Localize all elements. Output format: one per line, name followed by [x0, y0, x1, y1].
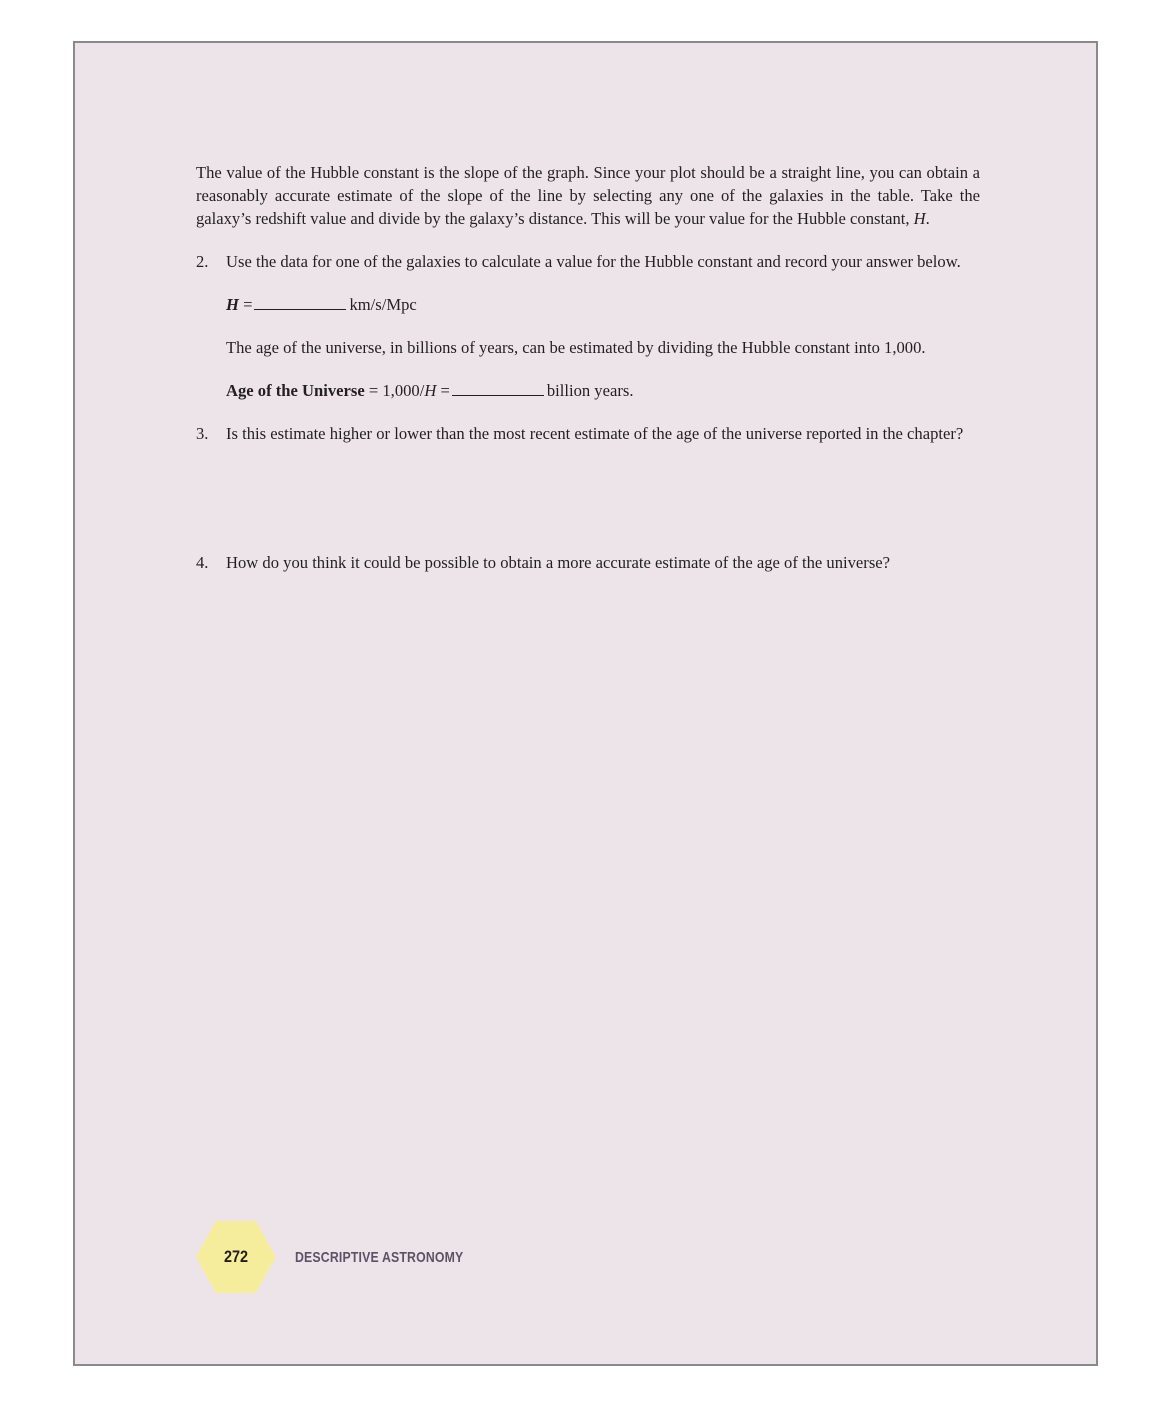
question-number: 3. [196, 424, 209, 443]
question-3 [196, 422, 980, 445]
book-title: DESCRIPTIVE ASTRONOMY [295, 1248, 464, 1266]
page-footer [196, 1221, 500, 1293]
question-number: 4. [196, 553, 209, 572]
age-answer-line: Age of the Universe = 1,000/H = billion years. [226, 381, 634, 400]
age-answer-blank[interactable] [452, 380, 544, 396]
intro-paragraph: The value of the Hubble constant is the slope of the graph. Since your plot should be a straight line, you can obtain a reasonably accurate estimate of the slope of the line by selecting any one of the galaxies in the table. Take the galaxy’s redshift value and divide by the galaxy’s distance. This will be your value for the Hubble constant, H. [196, 163, 980, 228]
question-2 [196, 250, 980, 402]
question-4 [196, 551, 980, 574]
page [73, 41, 1098, 1366]
question-number: 2. [196, 252, 209, 271]
question-text: How do you think it could be possible to obtain a more accurate estimate of the age of the universe? [226, 553, 891, 572]
question-text: Is this estimate higher or lower than the most recent estimate of the age of the universe reported in the chapter? [226, 424, 964, 443]
hubble-answer-blank[interactable] [254, 294, 346, 310]
hubble-var: H [913, 209, 926, 228]
question-text: Use the data for one of the galaxies to calculate a value for the Hubble constant and record your answer below. [226, 252, 961, 271]
age-explanation: The age of the universe, in billions of years, can be estimated by dividing the Hubble constant into 1,000. [226, 338, 926, 357]
page-number-badge [196, 1221, 276, 1293]
page-content [196, 161, 980, 574]
hubble-answer-line: H = km/s/Mpc [226, 295, 417, 314]
page-number: 272 [223, 1247, 249, 1266]
